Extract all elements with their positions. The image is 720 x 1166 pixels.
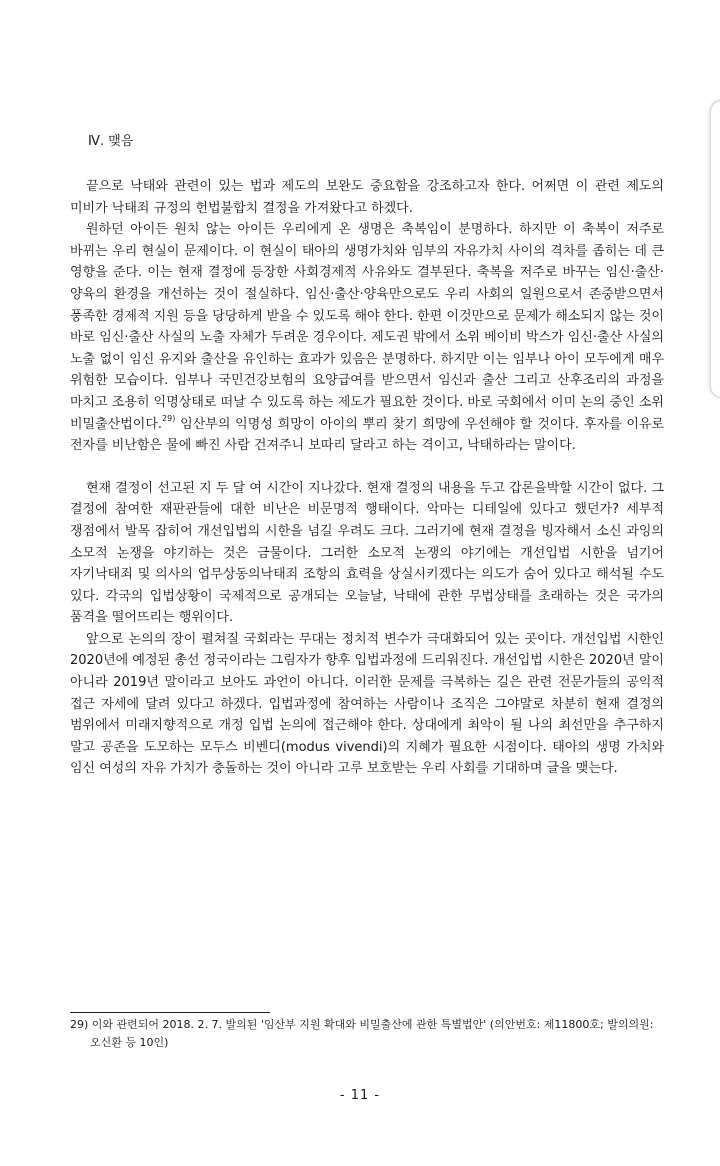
paragraph-2-text: 원하던 아이든 원치 않는 아이든 우리에게 온 생명은 축복임이 분명하다. 하지만 이 축복이 저주로 바뀌는 우리 현실이 문제이다. 이 현실이 태아의 생명가치와 임부의 자유가치 사이의 격차를 좁히는 데 큰 영향을 준다. 이는 현재 결정에 등장한 사회경제적 사유와도 결부된다. 축복을 저주로 바꾸는 임신·출산·양육의 환경을 개선하는 것이 절실하다. 임신·출산·양육만으로도 우리 사회의 일원으로서 존중받으면서 풍족한 경제적 지원 등을 당당하게 받을 수 있도록 해야 한다. 한편 이것만으로 문제가 해소되지 않는 것이 바로 임신·출산 사실의 노출 자체가 두려운 경우이다. 제도권 밖에서 소위 베이비 박스가 임신·출산 사실의 노출 없이 임신 유지와 출산을 유인하는 효과가 있음은 분명하다. 하지만 이는 임부나 아이 모두에게 매우 위험한 모습이다. 임부나 국민건강보험의 요양급여를 받으면서 임신과 출산 그리고 산후조리의 과정을 마치고 조용히 익명상태로 떠날 수 있도록 하는 제도가 필요한 것이다. 바로 국회에서 이미 논의 중인 소위 비밀출산법이다. [70,222,664,432]
footnote: 29) 이와 관련되어 2018. 2. 7. 발의된 '임산부 지원 확대와 비밀출산에 관한 특별법안' (의안번호: 제11800호; 발의의원: 오신환 등 10인) [70,1018,654,1049]
paragraph-1: 끝으로 낙태와 관련이 있는 법과 제도의 보완도 중요함을 강조하고자 한다. 어쩌면 이 관련 제도의 미비가 낙태죄 규정의 헌법불합치 결정을 가져왔다고 하겠다. [70,179,664,216]
footnote-reference[interactable]: 29) [162,413,176,423]
paragraph-3: 현재 결정이 선고된 지 두 달 여 시간이 지나갔다. 현재 결정의 내용을 두고 갑론을박할 시간이 없다. 그 결정에 참여한 재판관들에 대한 비난은 비문명적 행태이다. 악마는 디테일에 있다고 했던가? 세부적 쟁점에서 발목 잡히어 개선입법의 시한을 넘길 우려도 크다. 그러기에 현재 결정을 빙자해서 소신 과잉의 소모적 논쟁을 야기하는 것은 금물이다. 그러한 소모적 논쟁의 야기에는 개선입법 시한을 넘기어 자기낙태죄 및 의사의 업무상동의낙태죄 조항의 효력을 상실시키겠다는 의도가 숨어 있다고 해석될 수도 있다. 각국의 입법상황이 국제적으로 공개되는 오늘날, 낙태에 관한 무법상태를 초래하는 것은 국가의 품격을 떨어뜨리는 행위이다. [70,480,664,626]
page-number: - 11 - [339,1088,381,1103]
paragraph-2-continuation: 임산부의 익명성 희망이 아이의 뿌리 찾기 희망에 우선해야 할 것이다. 후자를 이유로 전자를 비난함은 물에 빠진 사람 건져주니 보따리 달라고 하는 격이고, 낙태하라는 말이다. [70,416,664,454]
scroll-handle[interactable] [710,100,720,398]
section-heading: Ⅳ. 맺음 [88,134,134,149]
paragraph-2 [70,219,664,457]
paragraph-4: 앞으로 논의의 장이 펼쳐질 국회라는 무대는 정치적 변수가 극대화되어 있는 곳이다. 개선입법 시한인 2020년에 예정된 총선 정국이라는 그림자가 향후 입법과정에 드리워진다. 개선입법 시한은 2020년 말이 아니라 2019년 말이라고 보아도 과언이 아니다. 이러한 문제를 극복하는 길은 관련 전문가들의 공익적 접근 자세에 달려 있다고 하겠다. 입법과정에 참여하는 사람이나 조직은 그야말로 차분히 현재 결정의 범위에서 미래지향적으로 개정 입법 논의에 접근해야 한다. 상대에게 최악이 될 나의 최선만을 추구하지 말고 공존을 도모하는 모두스 비벤디(modus vivendi)의 지혜가 필요한 시점이다. 태아의 생명 가치와 임신 여성의 자유 가치가 충돌하는 것이 아니라 고루 보호받는 우리 사회를 기대하며 글을 맺는다. [70,631,664,777]
body-text [70,176,664,780]
footnote-divider [70,1012,270,1013]
